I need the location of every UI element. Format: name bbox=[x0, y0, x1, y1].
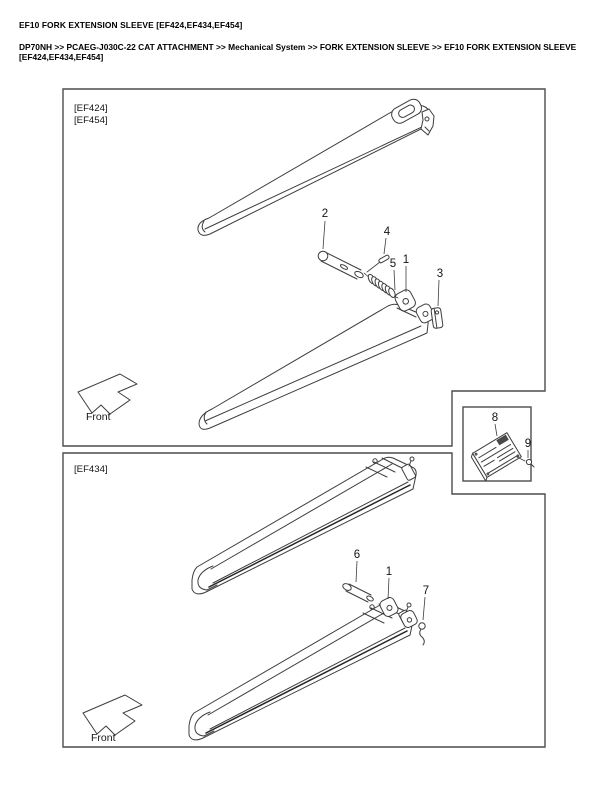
callout-6 bbox=[354, 549, 360, 582]
callout-4 bbox=[384, 226, 391, 254]
svg-text:5: 5 bbox=[389, 258, 397, 270]
svg-text:1: 1 bbox=[402, 254, 410, 266]
callout-7 bbox=[423, 585, 429, 620]
svg-text:4: 4 bbox=[383, 226, 391, 238]
top-panel-frame bbox=[63, 89, 545, 446]
svg-text:2: 2 bbox=[321, 208, 329, 220]
fork-extension-upper bbox=[198, 97, 434, 236]
page-title: EF10 FORK EXTENSION SLEEVE [EF424,EF434,EF454] bbox=[19, 20, 243, 30]
callout-3 bbox=[437, 268, 443, 306]
clevis-pin-part-2 bbox=[318, 251, 364, 279]
pin-part-6 bbox=[342, 582, 374, 602]
variant-label-ef434: [EF434] bbox=[74, 464, 108, 475]
fork-extension-lower bbox=[199, 288, 436, 429]
sleeve-upper bbox=[192, 457, 416, 594]
fork-latch-lug bbox=[421, 109, 434, 135]
cotter-pin-part-7 bbox=[419, 623, 425, 645]
name-plate-part-8 bbox=[470, 433, 525, 481]
callout-8 bbox=[492, 412, 498, 436]
callout-1-top bbox=[403, 254, 409, 292]
svg-text:8: 8 bbox=[491, 412, 499, 424]
front-label-top: Front bbox=[86, 411, 111, 423]
svg-text:6: 6 bbox=[353, 549, 361, 561]
callout-9 bbox=[525, 438, 531, 458]
front-indicator-bottom bbox=[83, 695, 142, 744]
svg-text:9: 9 bbox=[524, 438, 532, 450]
callout-5 bbox=[390, 258, 396, 290]
retainer-clip-part-3 bbox=[431, 307, 443, 328]
callout-2 bbox=[322, 208, 328, 249]
bottom-panel-frame bbox=[63, 453, 545, 747]
screw-part-9 bbox=[526, 459, 534, 467]
front-indicator-top bbox=[78, 374, 137, 423]
svg-text:1: 1 bbox=[385, 566, 393, 578]
sleeve-lower bbox=[189, 603, 413, 740]
callout-1-bottom bbox=[386, 566, 392, 599]
svg-text:3: 3 bbox=[436, 268, 444, 280]
front-arrow-icon bbox=[83, 695, 142, 735]
breadcrumb: DP70NH >> PCAEG-J030C-22 CAT ATTACHMENT >> Mechanical System >> FORK EXTENSION SLEEVE >> EF10 FORK EXTENSION SLEEVE [EF424,EF434,EF454] bbox=[19, 42, 577, 63]
svg-text:7: 7 bbox=[422, 585, 430, 597]
front-arrow-icon bbox=[78, 374, 137, 414]
variant-label-ef424: [EF424] bbox=[74, 103, 108, 114]
front-label-bottom: Front bbox=[91, 732, 116, 744]
variant-label-ef454: [EF454] bbox=[74, 115, 108, 126]
